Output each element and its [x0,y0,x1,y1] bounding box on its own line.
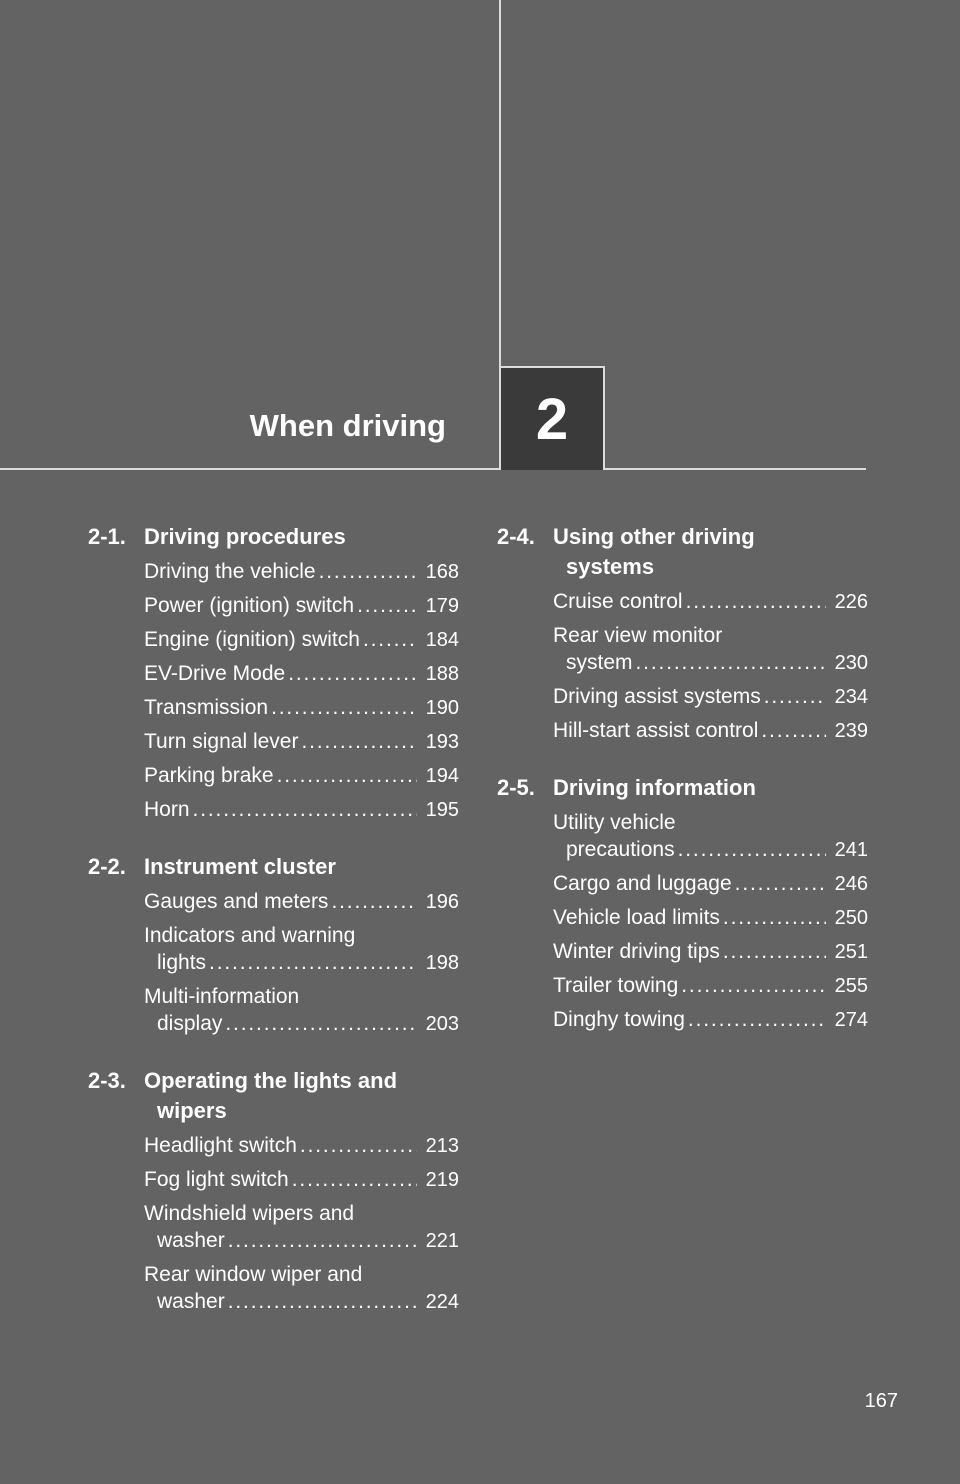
toc-entry-page: 219 [425,1169,459,1191]
toc-entry-label: Dinghy towing [553,1008,685,1031]
toc-entry[interactable] [144,888,468,916]
section-number: 2-5. [497,775,535,800]
toc-entry-label: system [566,651,633,674]
section-number: 2-3. [88,1068,126,1093]
toc-entry[interactable] [553,717,877,745]
toc-entry-page: 203 [425,1013,459,1035]
section-title-line1: Using other driving [553,524,755,549]
toc-section-2-1 [88,522,468,824]
toc-entry-label-line1: Indicators and warning [144,924,356,947]
toc-section-2-5 [497,773,877,1034]
toc-entry-page: 221 [425,1230,459,1252]
toc-entry[interactable] [553,938,877,966]
toc-entry-label-line1: Rear view monitor [553,624,723,647]
dot-leader [319,558,417,585]
section-title [553,522,877,582]
section-title-line2: systems [566,554,655,579]
toc-entry[interactable] [553,870,877,898]
chapter-title: When driving [249,408,446,443]
toc-entry-page: 241 [834,839,868,861]
toc-entry-label: Headlight switch [144,1134,297,1157]
toc-entry-page: 246 [834,873,868,895]
toc-entry-label: Gauges and meters [144,890,329,913]
toc-entry-page: 239 [834,720,868,742]
toc-entry-label: Turn signal lever [144,730,299,753]
toc-entry-label: Power (ignition) switch [144,594,355,617]
section-heading [88,522,468,552]
toc-entry-page: 213 [425,1135,459,1157]
toc-entry[interactable] [553,622,877,677]
toc-column-right [497,522,877,1062]
toc-entry-label-line1: Multi-information [144,985,300,1008]
toc-entry[interactable] [144,728,468,756]
dot-leader [292,1166,417,1193]
toc-entry[interactable] [553,1006,877,1034]
toc-entry-label: washer [157,1229,225,1252]
dot-leader [764,683,826,710]
toc-entry[interactable] [144,558,468,586]
toc-entry[interactable] [553,904,877,932]
toc-entry-page: 193 [425,731,459,753]
toc-entry[interactable] [553,972,877,1000]
section-title: Driving information [553,775,756,800]
toc-column-left [88,522,468,1344]
toc-section-2-4 [497,522,877,745]
dot-leader [193,796,417,823]
toc-entry-page: 179 [425,595,459,617]
section-title [144,1066,468,1126]
toc-entry-page: 274 [834,1009,868,1031]
dot-leader [363,626,417,653]
toc-entry-page: 196 [425,891,459,913]
toc-entry-label: Cargo and luggage [553,872,732,895]
toc-entry[interactable] [144,1261,468,1316]
chapter-number-tab [499,366,605,470]
chapter-number: 2 [535,386,569,452]
toc-entry-page: 255 [834,975,868,997]
toc-entry[interactable] [144,660,468,688]
toc-section-2-3 [88,1066,468,1316]
toc-entry[interactable] [144,1132,468,1160]
toc-entry-page: 230 [834,652,868,674]
toc-entry[interactable] [144,922,468,977]
toc-entry-label: Transmission [144,696,269,719]
dot-leader [271,694,417,721]
dot-leader [723,938,826,965]
toc-entry-page: 224 [425,1291,459,1313]
dot-leader [686,588,826,615]
dot-leader [357,592,417,619]
toc-entry-label: lights [157,951,207,974]
toc-section-2-2 [88,852,468,1038]
divider-vertical [499,0,501,368]
page-number: 167 [864,1390,898,1412]
toc-entry-page: 226 [834,591,868,613]
toc-entry-page: 168 [425,561,459,583]
toc-entry-page: 250 [834,907,868,929]
divider-horizontal [0,468,866,470]
toc-entry-label: Trailer towing [553,974,679,997]
toc-entry-label: Engine (ignition) switch [144,628,360,651]
toc-entry[interactable] [144,626,468,654]
toc-entry-label: Cruise control [553,590,683,613]
section-number: 2-2. [88,854,126,879]
toc-entry-page: 198 [425,952,459,974]
toc-entry-label: Vehicle load limits [553,906,720,929]
dot-leader [300,1132,417,1159]
toc-entry-label: Fog light switch [144,1168,289,1191]
dot-leader [225,1010,417,1037]
dot-leader [228,1288,417,1315]
toc-entry[interactable] [144,694,468,722]
toc-entry-label: Driving the vehicle [144,560,316,583]
toc-entry-page: 195 [425,799,459,821]
toc-entry-page: 251 [834,941,868,963]
toc-entry-label: display [157,1012,223,1035]
toc-entry[interactable] [144,796,468,824]
dot-leader [636,649,826,676]
toc-entry[interactable] [144,592,468,620]
section-number: 2-4. [497,524,535,549]
toc-entry-label: Driving assist systems [553,685,761,708]
toc-entry-label: Parking brake [144,764,274,787]
toc-entry-label: Winter driving tips [553,940,720,963]
toc-entry[interactable] [553,683,877,711]
toc-entry-page: 184 [425,629,459,651]
dot-leader [277,762,417,789]
dot-leader [209,949,417,976]
toc-entry-label: washer [157,1290,225,1313]
dot-leader [288,660,417,687]
toc-entry-page: 234 [834,686,868,708]
dot-leader [681,972,826,999]
toc-entry[interactable] [144,1200,468,1255]
section-heading [88,852,468,882]
dot-leader [761,717,826,744]
toc-entry-label: Horn [144,798,190,821]
dot-leader [678,836,826,863]
dot-leader [331,888,417,915]
dot-leader [688,1006,826,1033]
section-title-line2: wipers [157,1098,227,1123]
toc-entry-label-line1: Utility vehicle [553,811,676,834]
dot-leader [735,870,826,897]
toc-entry[interactable] [553,809,877,864]
dot-leader [228,1227,417,1254]
toc-entry[interactable] [553,588,877,616]
section-number: 2-1. [88,524,126,549]
toc-entry[interactable] [144,1166,468,1194]
toc-entry[interactable] [144,983,468,1038]
toc-entry-label-line1: Windshield wipers and [144,1202,355,1225]
dot-leader [301,728,417,755]
toc-entry-page: 190 [425,697,459,719]
toc-entry-page: 188 [425,663,459,685]
toc-entry-label: EV-Drive Mode [144,662,286,685]
section-heading [88,1066,468,1126]
toc-entry-label: precautions [566,838,675,861]
section-title-line1: Operating the lights and [144,1068,398,1093]
dot-leader [723,904,826,931]
toc-entry-label: Hill-start assist control [553,719,759,742]
section-heading [497,773,877,803]
section-title: Instrument cluster [144,854,336,879]
section-title: Driving procedures [144,524,346,549]
toc-entry-page: 194 [425,765,459,787]
toc-entry[interactable] [144,762,468,790]
toc-entry-label-line1: Rear window wiper and [144,1263,363,1286]
section-heading [497,522,877,582]
